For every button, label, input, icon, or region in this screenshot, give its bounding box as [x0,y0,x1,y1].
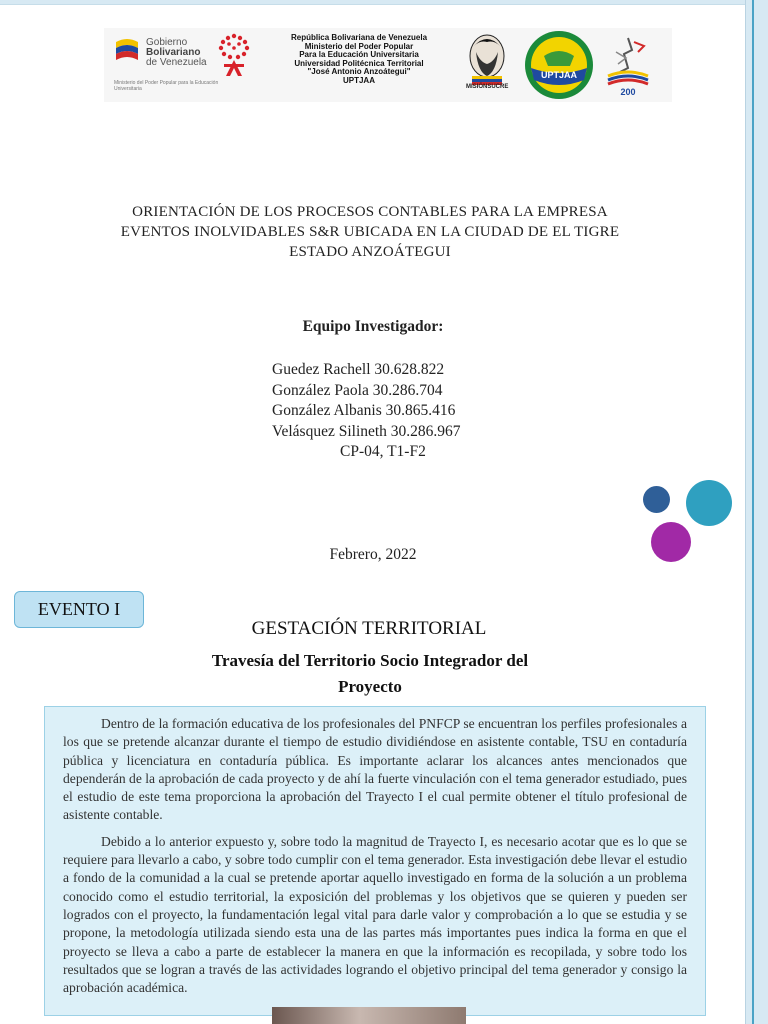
body-paragraph: Debido a lo anterior expuesto y, sobre todo la magnitud de Trayecto I, es necesario acotar que es lo que se requiere para llevarlo a cabo, y sobre todo cumplir con el tema generador. Esta investigación debe llevar el estudio a fondo de la comunidad a la cual se pretende aportar aquello investigado en forma de la solución a un problema conocido como el estudio territorial, la exposición del problemas y los objetivos que se quieren y pueden ser logrados con el proyecto, la fundamentación legal vital para darle valor y comprobación a lo que se estudia y se propone, la metodología utilizada siendo esta una de las partes más importantes pues indica la forma en que el proyecto se lleva a cabo a parte de establecer la manera en que la información es recopilada, y sobre todo los resultados que se logran a través de las actividades logrando el objetivo principal del tema generador y consigo la aprobación académica. [63,833,687,996]
inst-line-6: UPTJAA [342,75,375,85]
title-line-3: ESTADO ANZOÁTEGUI [289,244,451,260]
team-member: González Albanis 30.865.416 [272,402,456,419]
document-date: Febrero, 2022 [329,546,417,563]
team-member: Velásquez Silineth 30.286.967 [272,422,461,440]
gobierno-bolivariano-logo-text [146,38,207,68]
svg-text:UPTJAA: UPTJAA [540,70,578,80]
alma-mater-logo [210,30,258,82]
inst-line-5: "José Antonio Anzoátegui" [307,67,411,76]
inst-line-2: Ministerio del Poder Popular [304,41,414,51]
photo-image [272,1007,466,1024]
gob-line1: Gobierno [146,37,188,48]
bicentenario-logo [598,32,658,98]
team-heading: Equipo Investigador: [302,318,444,335]
logo-header [104,28,672,102]
section-title: GESTACIÓN TERRITORIAL [251,618,487,639]
uptjaa-logo [522,28,596,102]
team-member: González Paola 30.286.704 [272,381,443,399]
body-paragraph: Dentro de la formación educativa de los profesionales del PNFCP se encuentran los perfiles profesionales a los que se pretende alcanzar durante el tiempo de estudio dividiéndose en asistente contable, TSU en contaduría pública y licenciatura en contaduría pública. Es importante aclarar los alcances antes mencionados que dependerán de la aprobación de cada proyecto y de ahí la fuerte vinculación con el tema generador estudiado, pues el estudio de este tema proporciona la aprobación del Trayecto I el cual permite obtener el título profesional de asistente contable. [63,716,687,823]
section-subtitle: Travesía del Territorio Socio Integrador del Proyecto [211,651,529,696]
gob-line3: de Venezuela [146,57,207,68]
gob-line2: Bolivariano [146,47,201,58]
inst-line-1: República Bolivariana de Venezuela [290,33,428,42]
team-member: Guedez Rachell 30.628.822 [272,361,445,378]
institution-header [264,34,454,85]
decor-circle-teal [686,480,732,526]
bicentenario-label: 200 [620,87,636,97]
body-text-box [44,706,706,1016]
title-line-2: EVENTOS INOLVIDABLES S&R UBICADA EN LA CIUDAD DE EL TIGRE [120,224,620,240]
evento-tab: EVENTO I [14,591,144,628]
inst-line-3: Para la Educación Universitaria [299,50,419,59]
right-frame [745,0,768,1024]
right-frame-line [752,0,754,1024]
venezuela-flag-logo [114,36,140,64]
decor-circle-blue [643,486,670,513]
mision-sucre-label: MISIÓNSUCRE [466,84,509,90]
top-border [0,0,746,5]
team-list [272,360,461,463]
gob-ministry: Ministerio del Poder Popular para la Educación Universitaria [114,80,219,92]
inst-line-4: Universidad Politécnica Territorial [294,58,424,68]
section-code: CP-04, T1-F2 [340,443,426,460]
title-line-1: ORIENTACIÓN DE LOS PROCESOS CONTABLES PARA LA EMPRESA [132,204,608,220]
document-title [120,202,620,262]
